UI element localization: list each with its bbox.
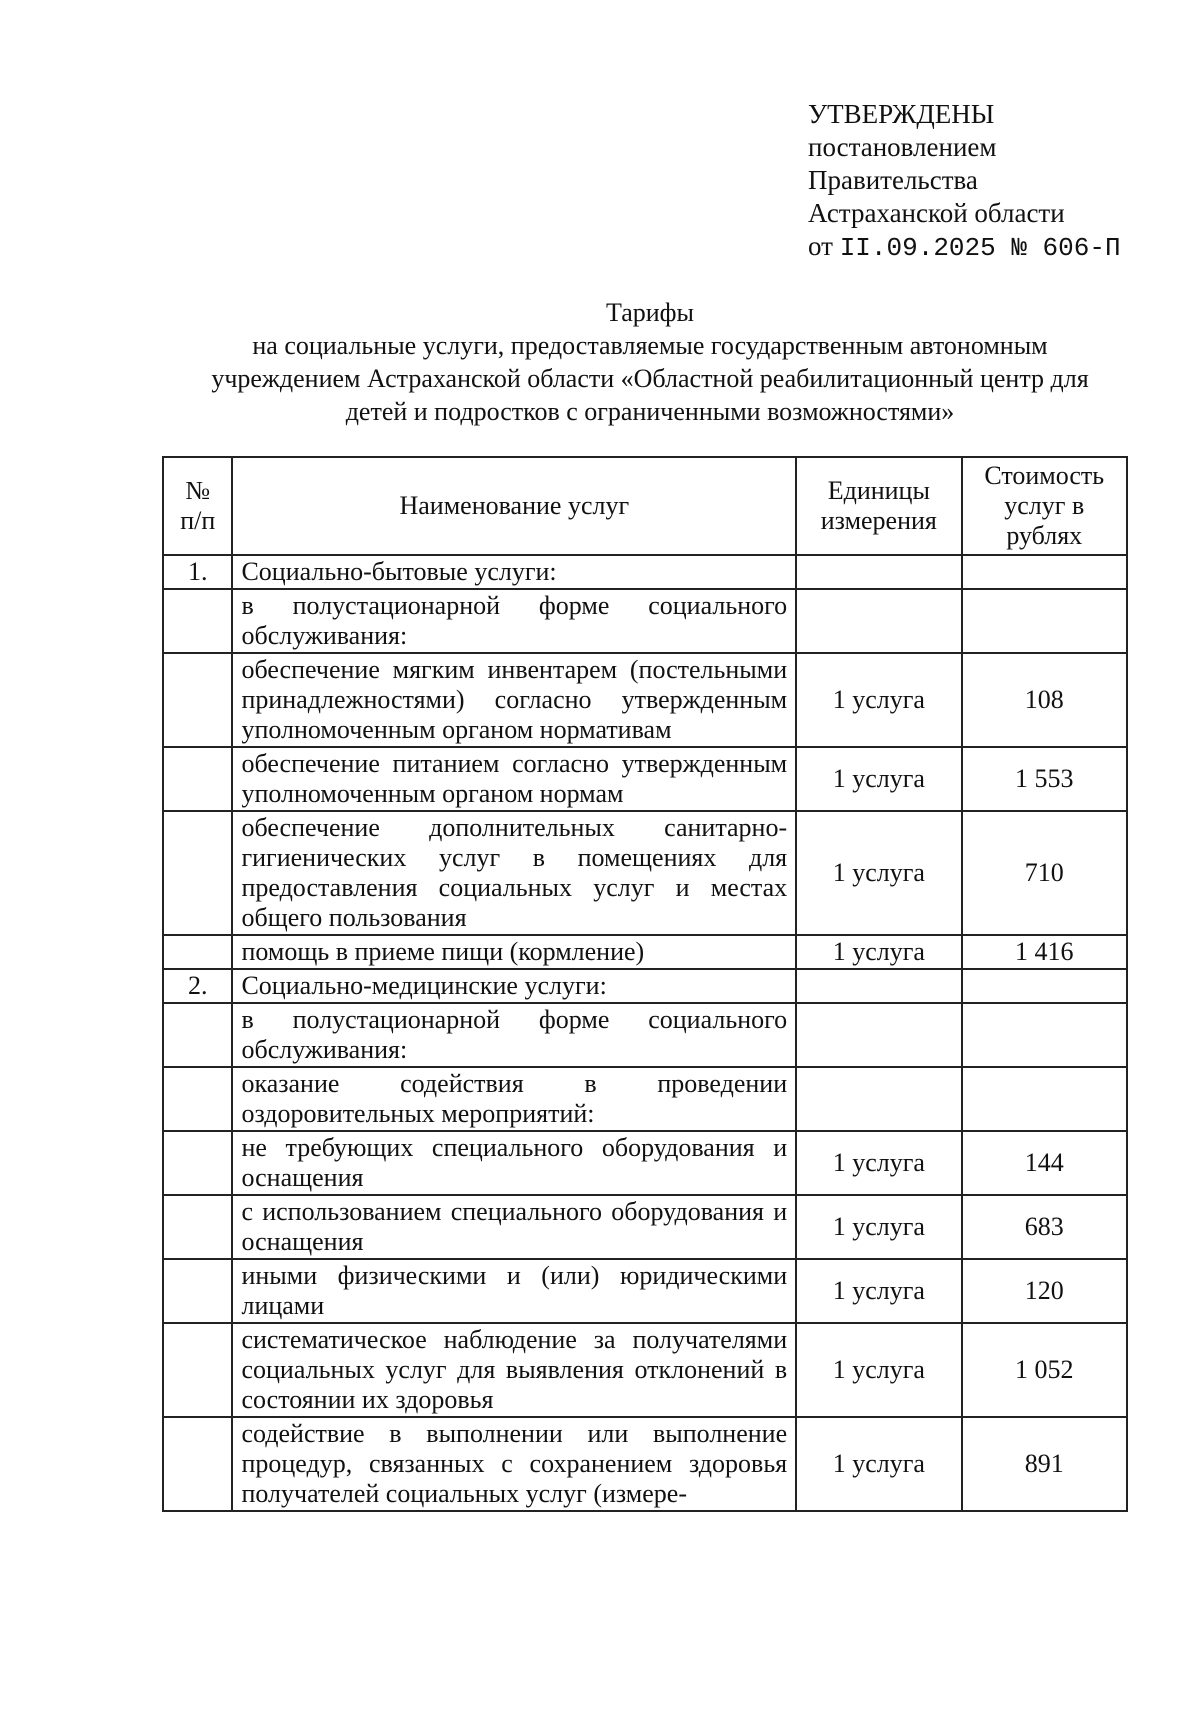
cell-cost: 1 416 <box>962 935 1127 969</box>
cell-name: обеспечение питанием согласно утвержденным уполномоченным органом нормам <box>232 747 796 811</box>
cell-name: систематическое наблюдение за получателями социальных услуг для выявления отклонений в состоянии их здоровья <box>232 1323 796 1417</box>
cell-unit <box>796 969 961 1003</box>
cell-num <box>163 935 232 969</box>
cell-cost: 710 <box>962 811 1127 935</box>
cell-num: 1. <box>163 555 232 589</box>
approval-stamp <box>808 98 1121 265</box>
approval-line-government: Правительства <box>808 165 978 195</box>
title-line-1: на социальные услуги, предоставляемые государственным автономным <box>252 331 1048 360</box>
cell-num: 2. <box>163 969 232 1003</box>
table-row <box>163 969 1127 1003</box>
tariffs-table <box>162 456 1128 1512</box>
cell-unit: 1 услуга <box>796 1131 961 1195</box>
cell-num <box>163 1417 232 1511</box>
cell-num <box>163 1003 232 1067</box>
approval-title: УТВЕРЖДЕНЫ <box>808 99 995 129</box>
table-row <box>163 1417 1127 1511</box>
table-row <box>163 555 1127 589</box>
table-header-row <box>163 457 1127 555</box>
cell-name: иными физическими и (или) юридическими лицами <box>232 1259 796 1323</box>
cell-num <box>163 1131 232 1195</box>
cell-unit: 1 услуга <box>796 1417 961 1511</box>
table-row <box>163 1003 1127 1067</box>
cell-cost: 683 <box>962 1195 1127 1259</box>
table-row <box>163 1323 1127 1417</box>
approval-date-number: II.09.2025 № 606-П <box>839 233 1121 263</box>
cell-cost: 120 <box>962 1259 1127 1323</box>
document-title <box>150 296 1150 428</box>
cell-cost <box>962 589 1127 653</box>
table-row <box>163 589 1127 653</box>
cell-unit <box>796 589 961 653</box>
cell-unit: 1 услуга <box>796 1195 961 1259</box>
cell-name: оказание содействия в проведении оздоровительных мероприятий: <box>232 1067 796 1131</box>
cell-name: Социально-бытовые услуги: <box>232 555 796 589</box>
cell-unit: 1 услуга <box>796 935 961 969</box>
approval-line-resolution: постановлением <box>808 132 997 162</box>
table-row <box>163 935 1127 969</box>
cell-name: содействие в выполнении или выполнение процедур, связанных с сохранением здоровья получателей социальных услуг (измере- <box>232 1417 796 1511</box>
cell-name: с использованием специального оборудования и оснащения <box>232 1195 796 1259</box>
cell-num <box>163 747 232 811</box>
cell-unit: 1 услуга <box>796 811 961 935</box>
approval-line-region: Астраханской области <box>808 198 1065 228</box>
approval-date-line <box>808 230 1121 265</box>
cell-cost: 144 <box>962 1131 1127 1195</box>
table-row <box>163 811 1127 935</box>
header-cost: Стоимость услуг в рублях <box>962 457 1127 555</box>
cell-name: в полустационарной форме социального обслуживания: <box>232 1003 796 1067</box>
cell-unit: 1 услуга <box>796 1323 961 1417</box>
table-row <box>163 747 1127 811</box>
cell-cost <box>962 1003 1127 1067</box>
cell-name: не требующих специального оборудования и оснащения <box>232 1131 796 1195</box>
table-row <box>163 1067 1127 1131</box>
header-unit: Единицы измерения <box>796 457 961 555</box>
cell-unit: 1 услуга <box>796 653 961 747</box>
cell-cost: 1 052 <box>962 1323 1127 1417</box>
cell-unit <box>796 1003 961 1067</box>
cell-cost <box>962 555 1127 589</box>
cell-num <box>163 1195 232 1259</box>
header-num: № п/п <box>163 457 232 555</box>
cell-num <box>163 653 232 747</box>
cell-unit: 1 услуга <box>796 1259 961 1323</box>
table-row <box>163 653 1127 747</box>
cell-num <box>163 1067 232 1131</box>
cell-num <box>163 589 232 653</box>
cell-num <box>163 1323 232 1417</box>
cell-name: обеспечение дополнительных санитарно-гигиенических услуг в помещениях для предоставления социальных услуг и местах общего пользования <box>232 811 796 935</box>
cell-num <box>163 1259 232 1323</box>
table-row <box>163 1195 1127 1259</box>
title-line-2: учреждением Астраханской области «Областной реабилитационный центр для <box>211 364 1089 393</box>
table-row <box>163 1259 1127 1323</box>
cell-name: Социально-медицинские услуги: <box>232 969 796 1003</box>
cell-cost <box>962 1067 1127 1131</box>
cell-name: обеспечение мягким инвентарем (постельными принадлежностями) согласно утвержденным уполномоченным органом нормативам <box>232 653 796 747</box>
title-heading: Тарифы <box>605 298 694 327</box>
cell-cost: 108 <box>962 653 1127 747</box>
cell-unit <box>796 1067 961 1131</box>
cell-cost: 891 <box>962 1417 1127 1511</box>
cell-cost <box>962 969 1127 1003</box>
cell-num <box>163 811 232 935</box>
title-line-3: детей и подростков с ограниченными возможностями» <box>345 397 955 426</box>
cell-name: в полустационарной форме социального обслуживания: <box>232 589 796 653</box>
table-body <box>163 555 1127 1511</box>
cell-unit <box>796 555 961 589</box>
cell-name: помощь в приеме пищи (кормление) <box>232 935 796 969</box>
approval-date-prefix: от <box>808 231 833 261</box>
header-name: Наименование услуг <box>232 457 796 555</box>
cell-unit: 1 услуга <box>796 747 961 811</box>
table-row <box>163 1131 1127 1195</box>
cell-cost: 1 553 <box>962 747 1127 811</box>
